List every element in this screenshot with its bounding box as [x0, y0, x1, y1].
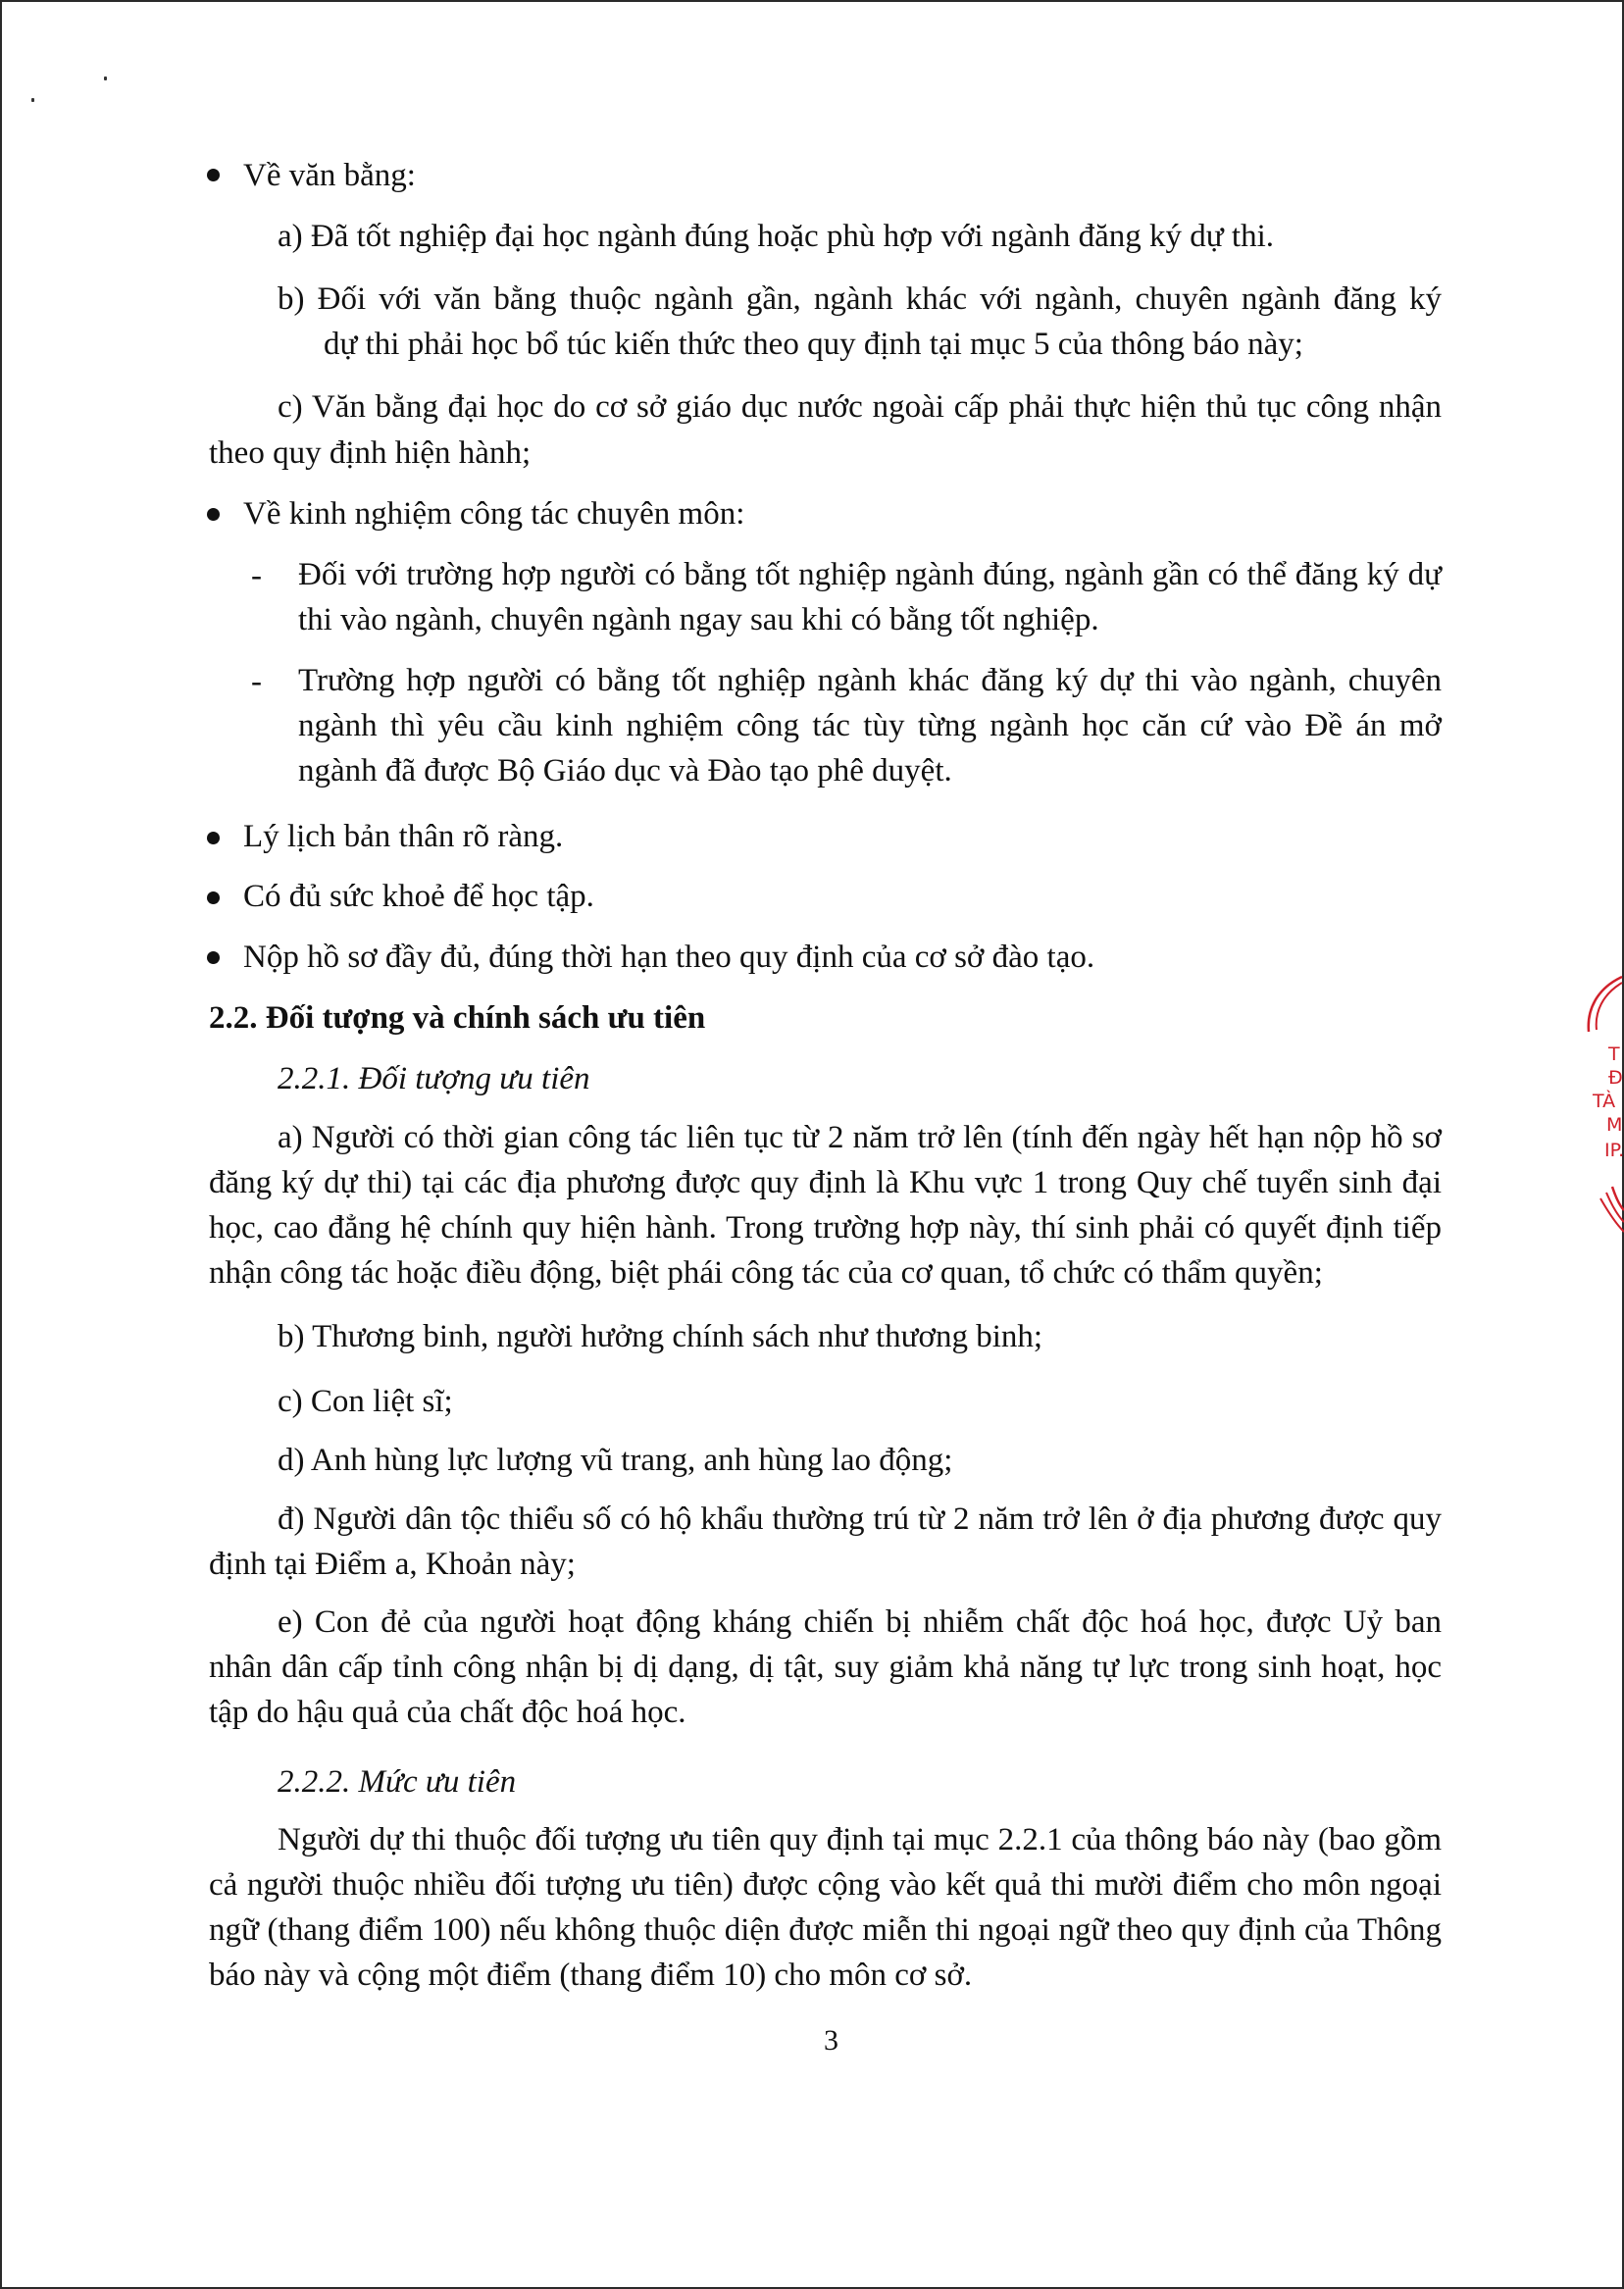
seal-text-fragment: M — [1606, 1114, 1623, 1136]
red-seal-fragment — [1579, 971, 1624, 1265]
dash-marker: - — [251, 664, 262, 699]
van-bang-item-b-line1: b) Đối với văn bằng thuộc ngành gần, ngành khác với ngành, chuyên ngành đăng ký — [278, 281, 1442, 317]
van-bang-item-a: a) Đã tốt nghiệp đại học ngành đúng hoặc phù hợp với ngành đăng ký dự thi. — [278, 219, 1275, 254]
kinh-nghiem-item-2: Trường hợp người có bằng tốt nghiệp ngành khác đăng ký dự thi vào ngành, chuyên ngành thì yêu cầu kinh nghiệm công tác tùy từng ngành học căn cứ vào Đề án mở ngành đã được Bộ Giáo dục và Đào tạo phê duyệt. — [298, 663, 1442, 788]
bullet-suc-khoe: Có đủ sức khoẻ để học tập. — [243, 879, 594, 914]
bullet-van-bang: Về văn bằng: — [243, 158, 416, 193]
page-number: 3 — [824, 2024, 838, 2057]
muc-uu-tien-paragraph: Người dự thi thuộc đối tượng ưu tiên quy định tại mục 2.2.1 của thông báo này (bao gồm cả người thuộc nhiều đối tượng ưu tiên) được cộng vào kết quả thi mười điểm cho môn ngoại ngữ (thang điểm 100) nếu không thuộc diện được miễn thi ngoại ngữ theo quy định của Thông báo này và cộng một điểm (thang điểm 10) cho môn cơ sở. — [209, 1822, 1442, 1993]
seal-text-fragment: T — [1608, 1043, 1620, 1065]
seal-text-fragment: IP. — [1604, 1140, 1624, 1161]
bullet-dot — [207, 951, 220, 964]
seal-text-fragment: TÀ — [1593, 1091, 1616, 1112]
bullet-kinh-nghiem: Về kinh nghiệm công tác chuyên môn: — [243, 496, 745, 532]
scan-speck — [31, 98, 34, 102]
van-bang-item-c: c) Văn bằng đại học do cơ sở giáo dục nước ngoài cấp phải thực hiện thủ tục công nhận theo quy định hiện hành; — [209, 389, 1442, 471]
kinh-nghiem-item-1: Đối với trường hợp người có bằng tốt nghiệp ngành đúng, ngành gần có thể đăng ký dự thi vào ngành, chuyên ngành ngay sau khi có bằng tốt nghiệp. — [298, 557, 1442, 637]
doi-tuong-item-c: c) Con liệt sĩ; — [278, 1384, 453, 1419]
bullet-dot — [207, 169, 220, 181]
scan-speck — [104, 76, 107, 80]
van-bang-item-b-line2: dự thi phải học bổ túc kiến thức theo quy định tại mục 5 của thông báo này; — [324, 327, 1303, 362]
section-heading-2-2: 2.2. Đối tượng và chính sách ưu tiên — [209, 1000, 706, 1036]
seal-text-fragment: Đ — [1608, 1067, 1623, 1089]
bullet-ly-lich: Lý lịch bản thân rõ ràng. — [243, 819, 564, 854]
doi-tuong-item-b: b) Thương binh, người hưởng chính sách như thương binh; — [278, 1319, 1043, 1354]
doi-tuong-item-dd: đ) Người dân tộc thiểu số có hộ khẩu thường trú từ 2 năm trở lên ở địa phương được quy định tại Điểm a, Khoản này; — [209, 1501, 1442, 1582]
subsection-heading-2-2-2: 2.2.2. Mức ưu tiên — [278, 1764, 517, 1800]
dash-marker: - — [251, 558, 262, 593]
doi-tuong-item-e: e) Con đẻ của người hoạt động kháng chiến bị nhiễm chất độc hoá học, được Uỷ ban nhân dân cấp tỉnh công nhận bị dị dạng, dị tật, suy giảm khả năng tự lực trong sinh hoạt, học tập do hậu quả của chất độc hoá học. — [209, 1604, 1442, 1730]
subsection-heading-2-2-1: 2.2.1. Đối tượng ưu tiên — [278, 1061, 590, 1096]
bullet-dot — [207, 508, 220, 521]
bullet-dot — [207, 891, 220, 904]
bullet-dot — [207, 832, 220, 844]
doi-tuong-item-a: a) Người có thời gian công tác liên tục từ 2 năm trở lên (tính đến ngày hết hạn nộp hồ sơ đăng ký dự thi) tại các địa phương được quy định là Khu vực 1 trong Quy chế tuyển sinh đại học, cao đẳng hệ chính quy hiện hành. Trong trường hợp này, thí sinh phải có quyết định tiếp nhận công tác hoặc điều động, biệt phái công tác của cơ quan, tổ chức có thẩm quyền; — [209, 1120, 1442, 1291]
doi-tuong-item-d: d) Anh hùng lực lượng vũ trang, anh hùng lao động; — [278, 1443, 953, 1478]
bullet-nop-ho-so: Nộp hồ sơ đầy đủ, đúng thời hạn theo quy định của cơ sở đào tạo. — [243, 940, 1095, 975]
